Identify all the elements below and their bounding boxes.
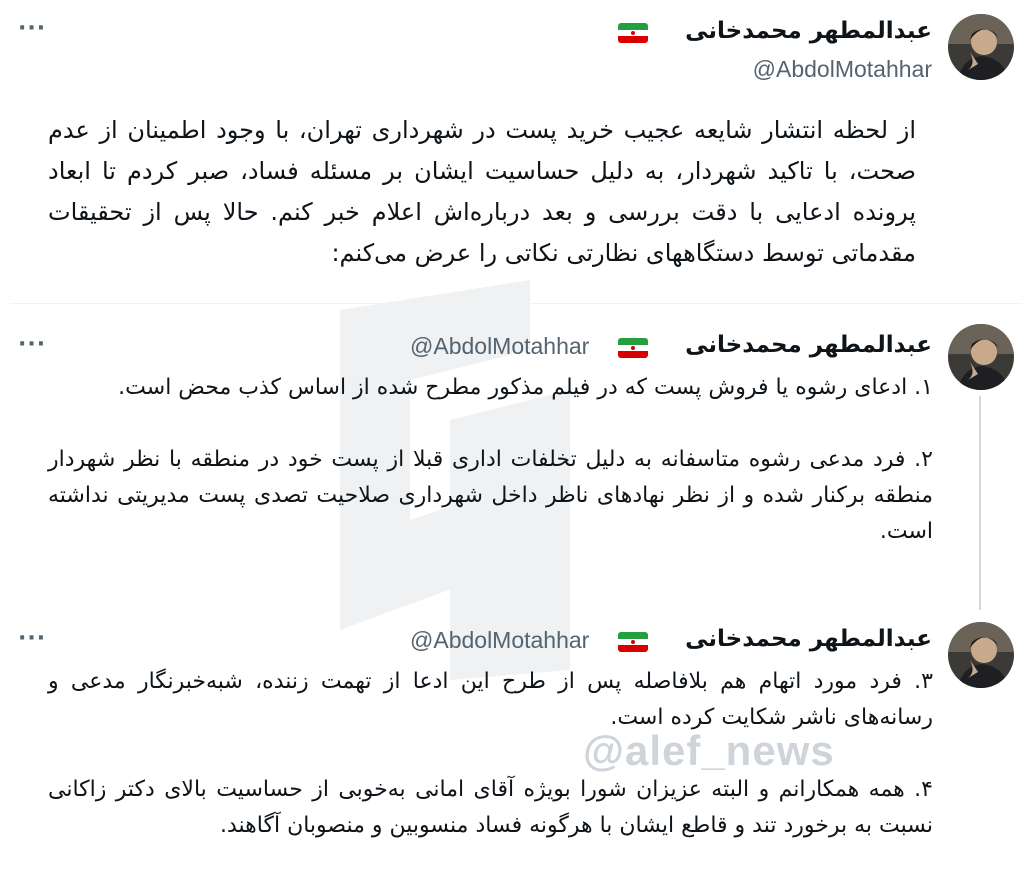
- author-handle[interactable]: @AbdolMotahhar: [410, 333, 590, 359]
- more-options-icon[interactable]: ···: [18, 626, 47, 651]
- tweet-paragraph: ۲. فرد مدعی رشوه متاسفانه به دلیل تخلفات اداری قبلا از پست خود در منطقه با نظر شهردار منطقه برکنار شده و از نظر نهادهای ناظر داخل شهرداری صلاحیت تصدی پست مدیریتی نداشته است.: [48, 447, 933, 544]
- iran-flag-icon: [618, 338, 648, 358]
- iran-flag-icon: [618, 632, 648, 652]
- author-handle[interactable]: @AbdolMotahhar: [752, 56, 932, 82]
- avatar[interactable]: [948, 14, 1014, 80]
- avatar[interactable]: [948, 324, 1014, 390]
- tweet-paragraph: ۳. فرد مورد اتهام هم بلافاصله پس از طرح این ادعا از تهمت زننده، شبه‌خبرنگار مدعی و رسانه‌های ناشر شکایت کرده است.: [48, 669, 933, 730]
- author-name[interactable]: عبدالمطهر محمدخانی: [685, 626, 932, 652]
- thread-line: [979, 396, 981, 610]
- author-name[interactable]: عبدالمطهر محمدخانی: [685, 332, 932, 358]
- avatar[interactable]: [948, 622, 1014, 688]
- tweet-text: [48, 664, 933, 844]
- more-options-icon[interactable]: ···: [18, 332, 47, 357]
- author-name[interactable]: عبدالمطهر محمدخانی: [685, 18, 932, 44]
- tweet-text: از لحظه انتشار شایعه عجیب خرید پست در شهرداری تهران، با وجود اطمینان از عدم صحت، با تاکید شهردار، به دلیل حساسیت ایشان بر مسئله فساد، صبر کردم تا ابعاد پرونده ادعایی با دقت بررسی و بعد درباره‌اش اعلام خبر کنم. حالا پس از تحقیقات مقدماتی توسط دستگاههای نظارتی نکاتی را عرض می‌کنم:: [48, 116, 916, 267]
- watermark-handle: @alef_news: [583, 727, 835, 774]
- more-options-icon[interactable]: ···: [18, 16, 47, 41]
- tweet-text: [48, 370, 933, 550]
- tweet-paragraph: ۱. ادعای رشوه یا فروش پست که در فیلم مذکور مطرح شده از اساس کذب محض است.: [118, 375, 933, 400]
- divider: [10, 303, 1022, 304]
- iran-flag-icon: [618, 23, 648, 43]
- tweet-paragraph: ۴. همه همکارانم و البته عزیزان شورا بویژه آقای امانی به‌خوبی از حساسیت بالای دکتر زاکانی نسبت به برخورد تند و قاطع ایشان با هرگونه فساد منسوبین و منصوبان آگاهند.: [48, 777, 933, 838]
- author-handle[interactable]: @AbdolMotahhar: [410, 627, 590, 653]
